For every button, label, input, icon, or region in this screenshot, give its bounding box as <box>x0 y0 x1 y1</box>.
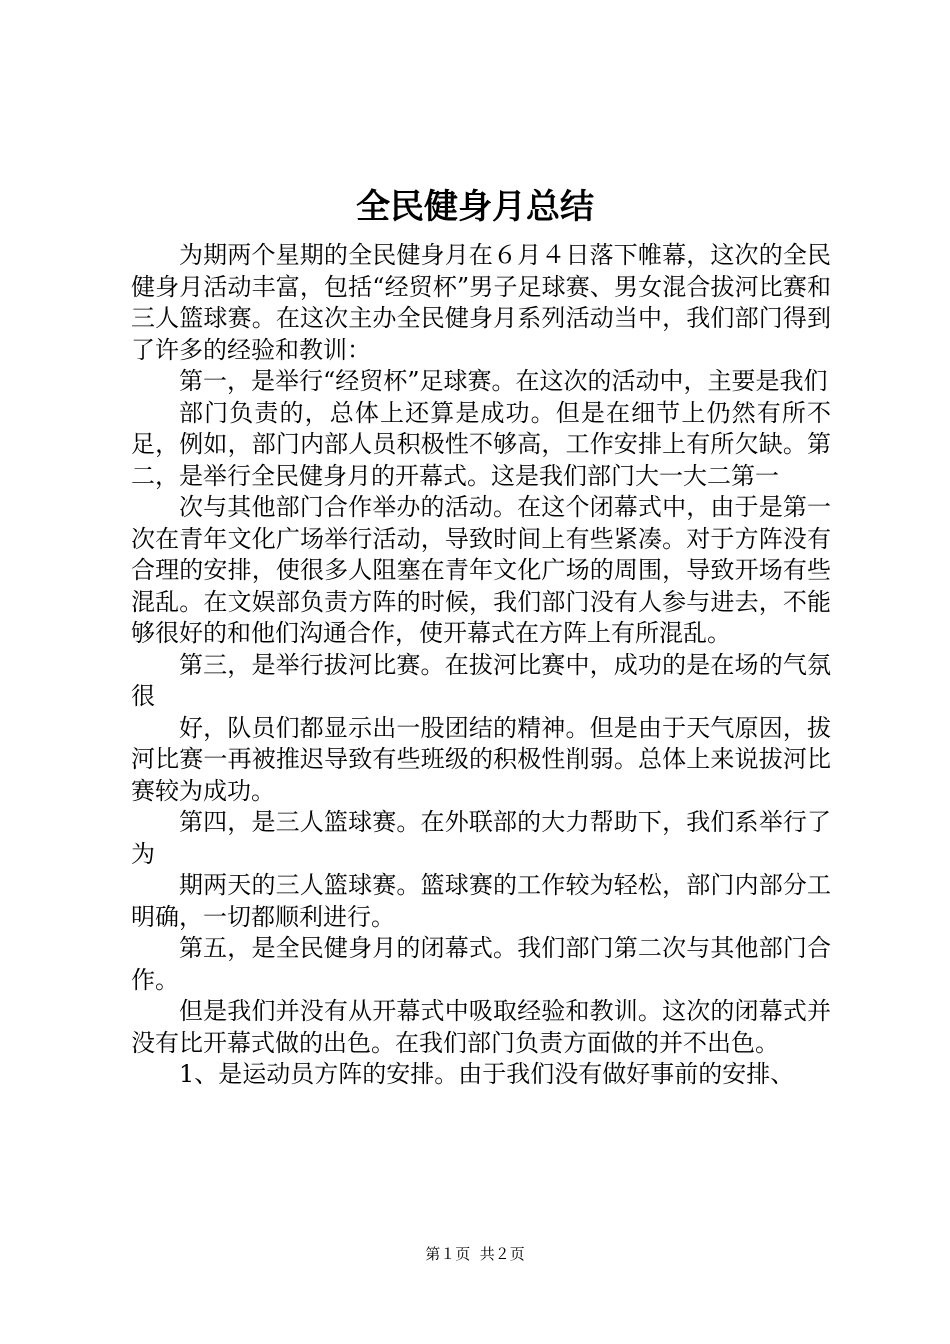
paragraph-intro: 为期两个星期的全民健身月在６月４日落下帷幕，这次的全民健身月活动丰富，包括“经贸杯”男子足球赛、男女混合拔河比赛和三人篮球赛。在这次主办全民健身月系列活动当中，我们部门得到了许多的经验和教训： <box>131 241 831 364</box>
paragraph-first-item-cont: 部门负责的，总体上还算是成功。但是在细节上仍然有所不足，例如，部门内部人员积极性不够高，工作安排上有所欠缺。第二，是举行全民健身月的开幕式。这是我们部门大一大二第一 <box>131 398 831 490</box>
paragraph-third-item: 第三，是举行拔河比赛。在拔河比赛中，成功的是在场的气氛很 <box>131 650 831 710</box>
paragraph-numbered-1: 1、是运动员方阵的安排。由于我们没有做好事前的安排、 <box>179 1060 795 1088</box>
paragraph-opening-ceremony: 次与其他部门合作举办的活动。在这个闭幕式中，由于是第一次在青年文化广场举行活动，导致时间上有些紧凑。对于方阵没有合理的安排，使很多人阻塞在青年文化广场的周围，导致开场有些混乱。在文娱部负责方阵的时候，我们部门没有人参与进去，不能够很好的和他们沟通合作，使开幕式在方阵上有所混乱。 <box>131 493 831 647</box>
page-total: 共２页 <box>479 1245 525 1263</box>
paragraph-fifth-item: 第五，是全民健身月的闭幕式。我们部门第二次与其他部门合作。 <box>131 934 831 994</box>
paragraph-first-item: 第一，是举行“经贸杯”足球赛。在这次的活动中，主要是我们 <box>179 367 828 395</box>
page-footer <box>0 1242 950 1266</box>
document-body <box>131 240 831 1091</box>
page-number: 第１页 <box>425 1245 471 1263</box>
document-title: 全民健身月总结 <box>356 187 594 227</box>
paragraph-third-item-cont: 好，队员们都显示出一股团结的精神。但是由于天气原因，拔河比赛一再被推迟导致有些班级的积极性削弱。总体上来说拔河比赛较为成功。 <box>131 713 831 805</box>
paragraph-fourth-item-cont: 期两天的三人篮球赛。篮球赛的工作较为轻松，部门内部分工明确，一切都顺利进行。 <box>131 871 831 931</box>
footer-separator <box>470 1245 480 1263</box>
paragraph-fifth-item-cont: 但是我们并没有从开幕式中吸取经验和教训。这次的闭幕式并没有比开幕式做的出色。在我们部门负责方面做的并不出色。 <box>131 997 831 1057</box>
paragraph-fourth-item: 第四，是三人篮球赛。在外联部的大力帮助下，我们系举行了为 <box>131 808 831 868</box>
